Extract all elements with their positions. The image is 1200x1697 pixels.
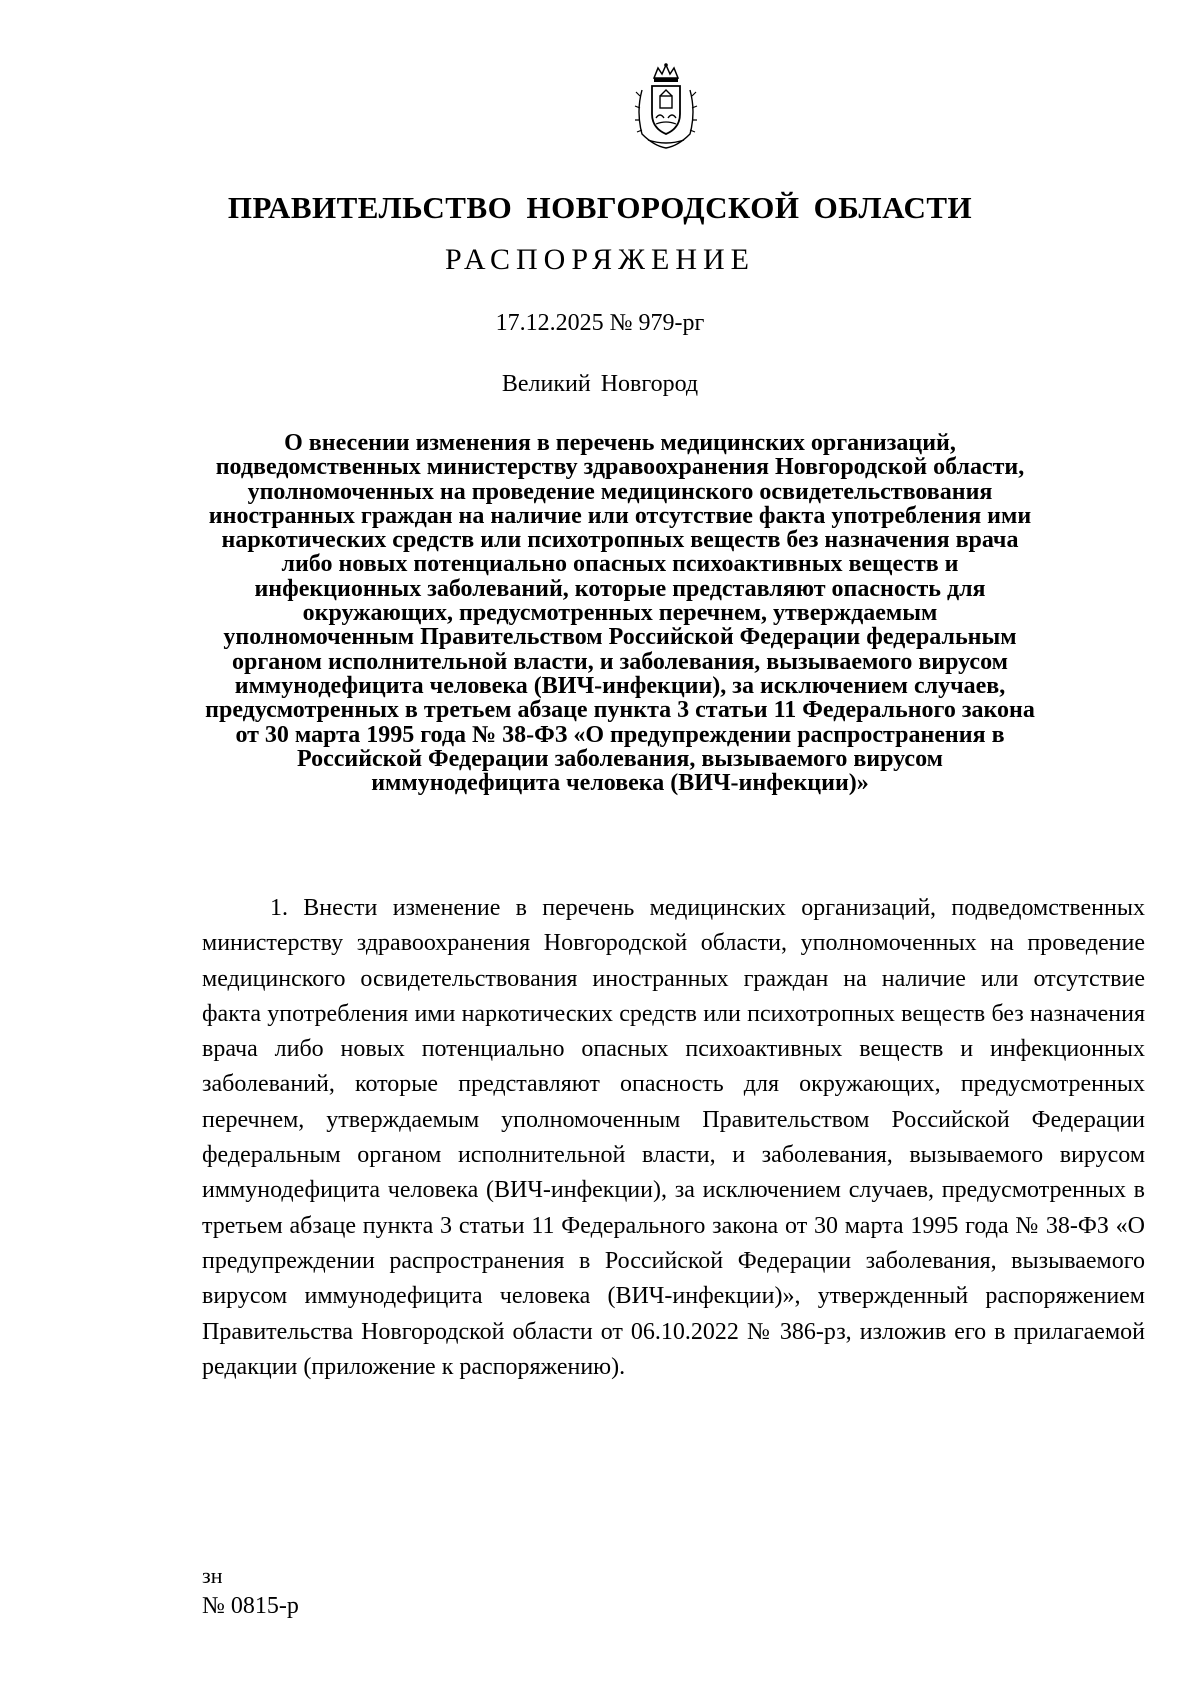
body-paragraph-1: 1. Внести изменение в перечень медицинских организаций, подведомственных министерству здравоохранения Новгородской области, уполномоченных на проведение медицинского освидетельствования иностранных граждан на наличие или отсутствие факта употребления ими наркотических средств или психотропных веществ без назначения врача либо новых потенциально опасных психоактивных веществ и инфекционных заболеваний, которые представляют опасность для окружающих, предусмотренных перечнем, утверждаемым уполномоченным Правительством Российской Федерации федеральным органом исполнительной власти, и заболевания, вызываемого вирусом иммунодефицита человека (ВИЧ-инфекции), за исключением случаев, предусмотренных в третьем абзаце пункта 3 статьи 11 Федерального закона от 30 марта 1995 года № 38-ФЗ «О предупреждении распространения в Российской Федерации заболевания, вызываемого вирусом иммунодефицита человека (ВИЧ-инфекции)», утвержденный распоряжением Правительства Новгородской области от 06.10.2022 № 386-рз, изложив его в прилагаемой редакции (приложение к распоряжению). (202, 895, 1145, 1380)
document-date-number: 17.12.2025 № 979-рг (495, 310, 705, 336)
organization-title: ПРАВИТЕЛЬСТВО НОВГОРОДСКОЙ ОБЛАСТИ (227, 190, 973, 225)
document-type: РАСПОРЯЖЕНИЕ (444, 243, 756, 276)
coat-of-arms-icon (634, 62, 698, 150)
footer-number: № 0815-р (202, 1593, 299, 1619)
footer-code: зн (202, 1563, 223, 1588)
document-subject-heading: О внесении изменения в перечень медицинских организаций, подведомственных министерству здравоохранения Новгородской области, уполномоченных на проведение медицинского освидетельствования иностранных граждан на наличие или отсутствие факта употребления ими наркотических средств или психотропных веществ без назначения врача либо новых потенциально опасных психоактивных веществ и инфекционных заболеваний, которые представляют опасность для окружающих, предусмотренных перечнем, утверждаемым уполномоченным Правительством Российской Федерации федеральным органом исполнительной власти, и заболевания, вызываемого вирусом иммунодефицита человека (ВИЧ-инфекции), за исключением случаев, предусмотренных в третьем абзаце пункта 3 статьи 11 Федерального закона от 30 марта 1995 года № 38-ФЗ «О предупреждении распространения в Российской Федерации заболевания, вызываемого вирусом иммунодефицита человека (ВИЧ-инфекции)» (205, 430, 1035, 797)
document-place: Великий Новгород (501, 371, 699, 397)
